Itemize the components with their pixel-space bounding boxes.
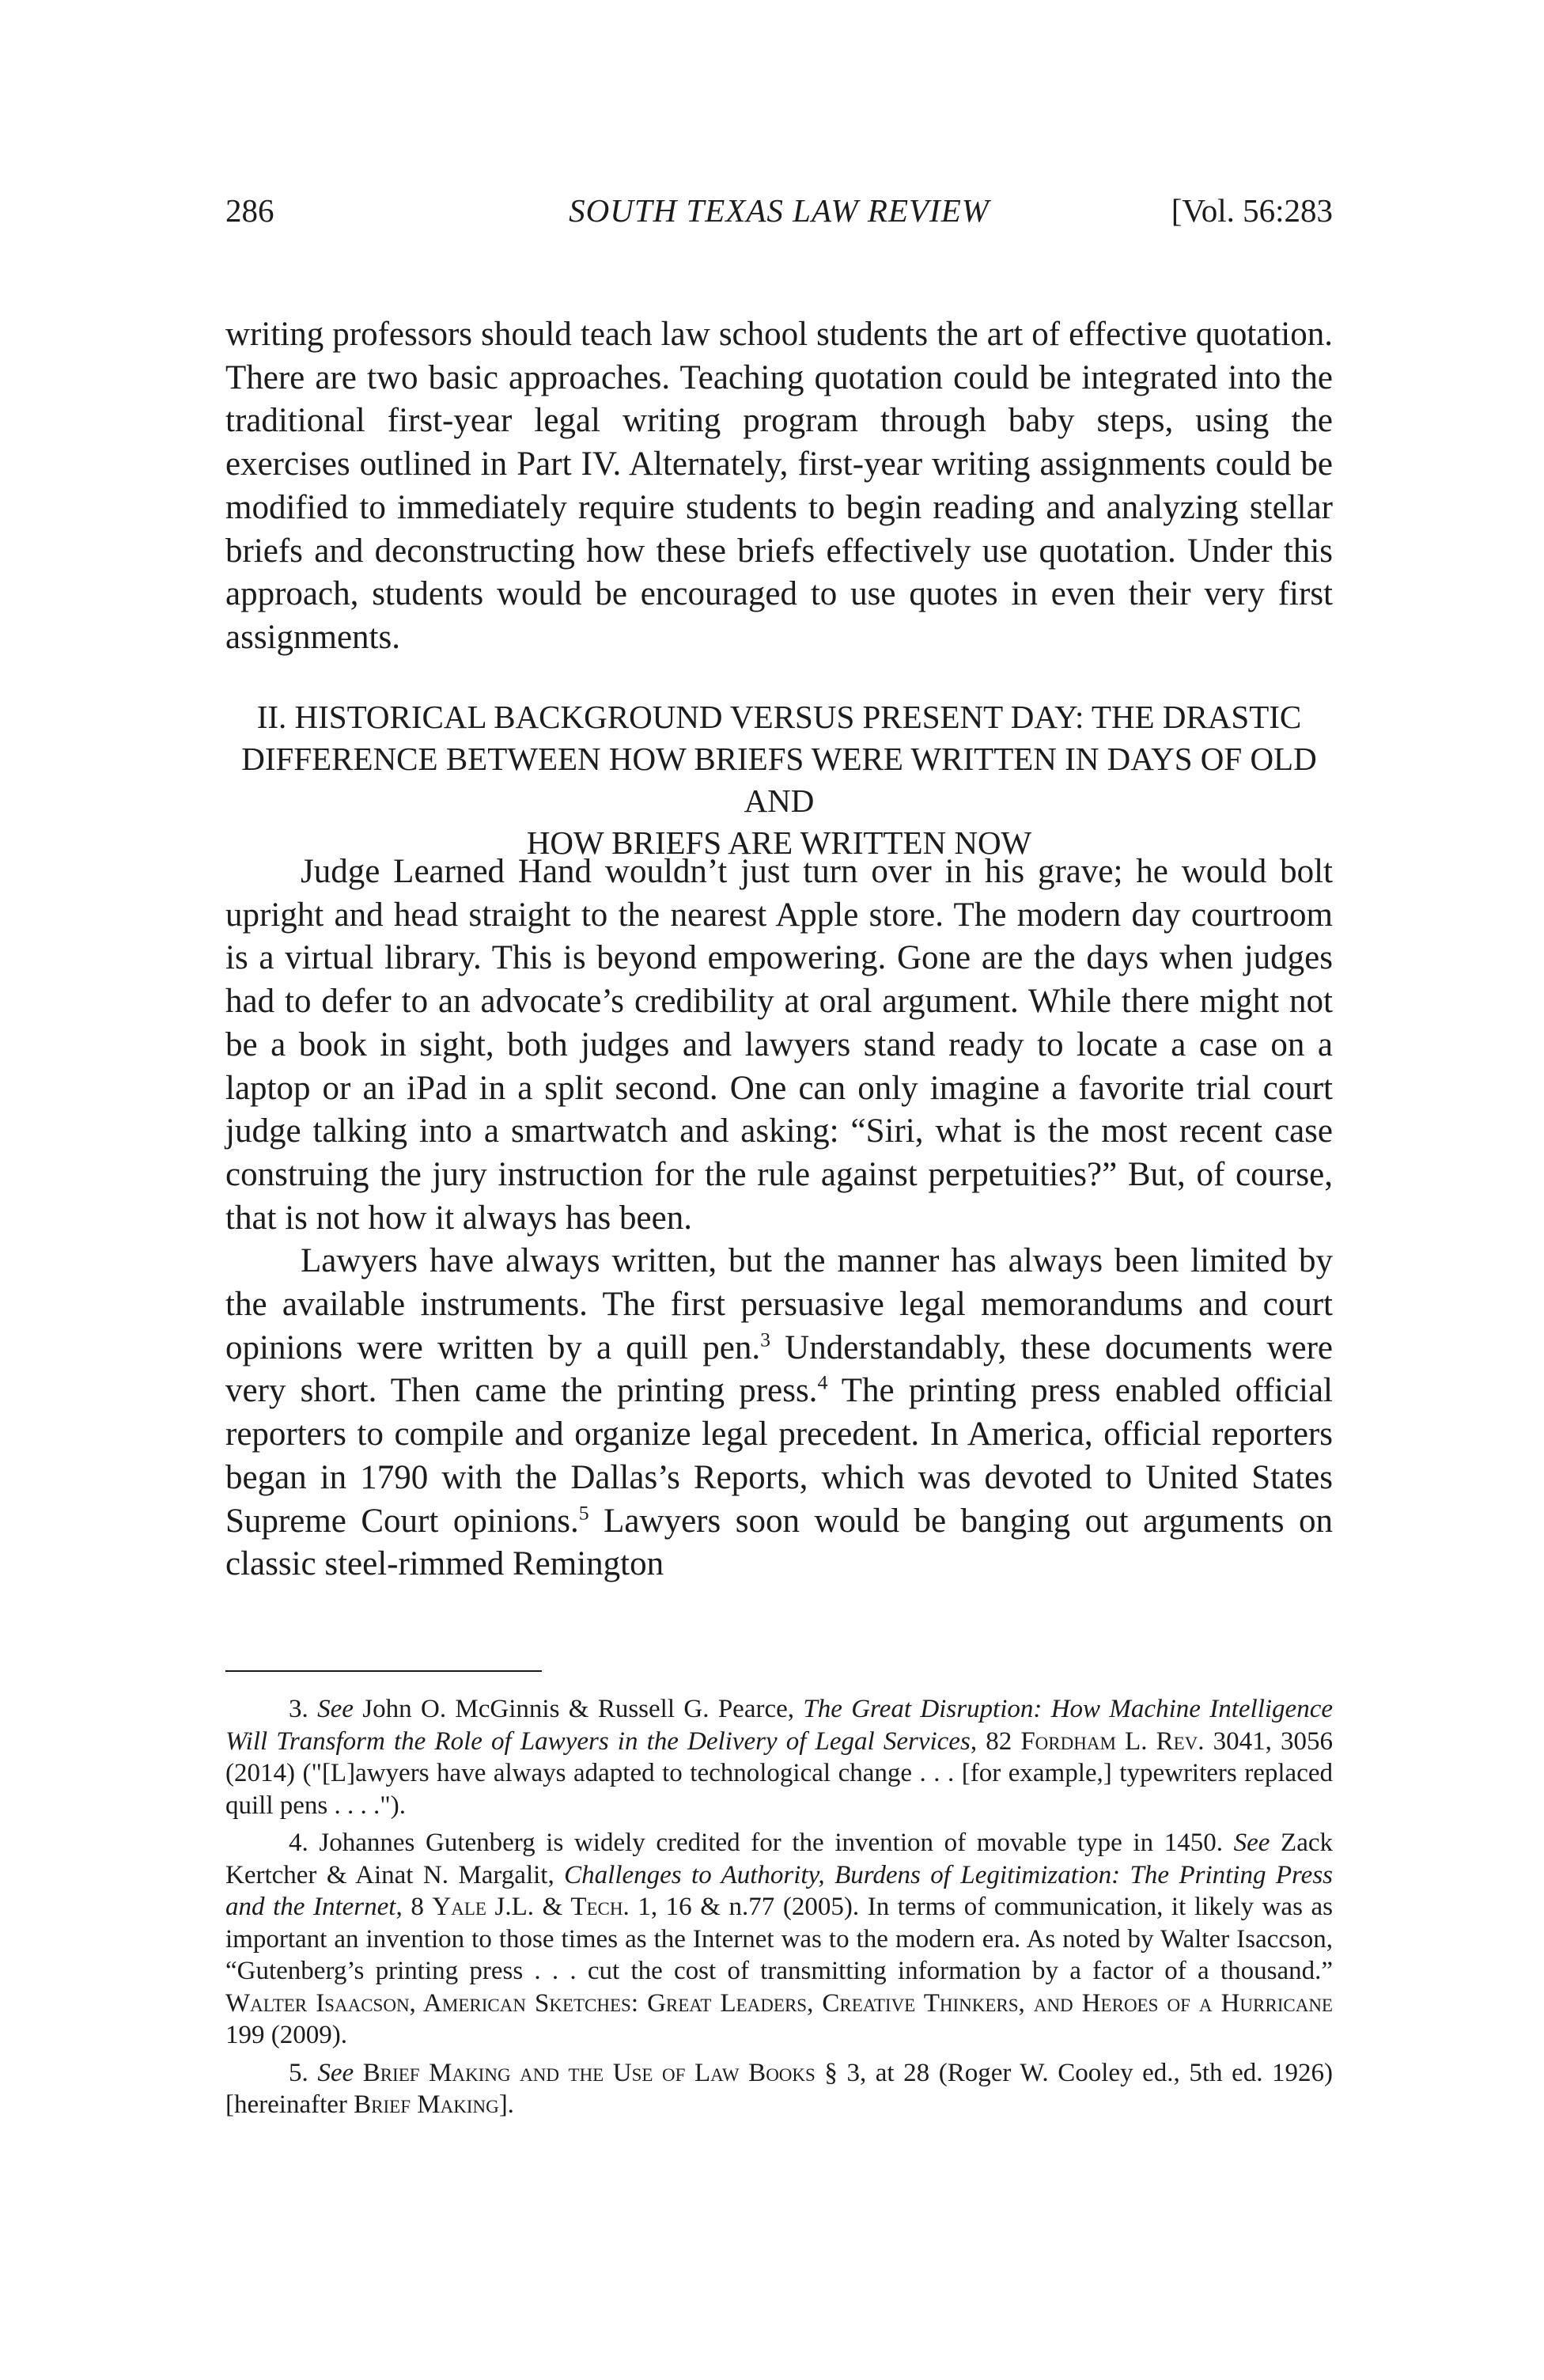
body-paragraph-2 xyxy=(225,1240,1333,1586)
section-heading xyxy=(225,696,1333,864)
page-number: 286 xyxy=(225,192,274,229)
volume-citation: [Vol. 56:283 xyxy=(1171,192,1333,229)
intro-paragraph: writing professors should teach law school students the art of effective quotation. There are two basic approaches. Teaching quotation could be integrated into the traditional first-year legal writing program through baby steps, using the exercises outlined in Part IV. Alternately, first-year writing assignments could be modified to immediately require students to begin reading and analyzing stellar briefs and deconstructing how these briefs effectively use quotation. Under this approach, students would be encouraged to use quotes in even their very first assignments. xyxy=(225,316,1333,656)
footnote-4-journal: Yale J.L. & Tech. xyxy=(432,1893,630,1921)
paragraph-2-text-1: Lawyers have always written, but the manner has always been limited by the available instruments. The first persuasive legal memorandums and court opinions were written by a quill pen. xyxy=(225,1242,1333,1366)
footnote-5-number: 5. xyxy=(289,2058,308,2087)
footnote-divider xyxy=(225,1670,542,1672)
main-text xyxy=(225,851,1333,1586)
running-header xyxy=(225,191,1333,239)
footnote-5-text-2: ]. xyxy=(498,2090,514,2119)
footnote-4-authors: Zack Kertcher & Ainat N. Margalit, xyxy=(225,1829,1334,1889)
footnote-3-rest: 3041, 3056 (2014) ("[L]awyers have always adapted to technological change . . . [for example,] typewriters replaced quill pens . . . ."). xyxy=(225,1726,1334,1820)
footnote-4-book: Walter Isaacson, American Sketches: Great Leaders, Creative Thinkers, and Heroes of a Hurricane xyxy=(225,1988,1333,2018)
footnote-5-signal: See xyxy=(317,2058,354,2087)
paragraph-2-text-3: The printing press enabled official reporters to compile and organize legal precedent. In America, official reporters began in 1790 with the Dallas’s Reports, which was devoted to United States Supreme Court opinions. xyxy=(225,1372,1334,1540)
paragraph-2-text-4: Lawyers soon would be banging out arguments on classic steel-rimmed Remington xyxy=(225,1502,1333,1583)
footnote-4-signal: See xyxy=(1233,1829,1270,1857)
footnote-3-volume: , 82 xyxy=(970,1726,1021,1756)
footnote-3-signal: See xyxy=(317,1695,354,1723)
section-heading-line-3: HOW BRIEFS ARE WRITTEN NOW xyxy=(526,824,1032,861)
footnote-4-volume: , 8 xyxy=(395,1893,433,1921)
paragraph-2-text-2: Understandably, these documents were very short. Then came the printing press. xyxy=(225,1328,1333,1410)
footnote-4-text-3: 199 (2009). xyxy=(225,2021,347,2049)
footnote-ref-4[interactable]: 4 xyxy=(817,1371,828,1395)
footnote-5-text-1: § 3, at 28 (Roger W. Cooley ed., 5th ed. 1926) [hereinafter xyxy=(225,2058,1334,2119)
footnote-4-title: Challenges to Authority, Burdens of Legitimization: The Printing Press and the Internet xyxy=(225,1860,1333,1921)
footnote-5-short-title: Brief Making xyxy=(354,2090,499,2119)
footnote-5 xyxy=(225,2057,1333,2121)
footnote-3-title: The Great Disruption: How Machine Intelligence Will Transform the Role of Lawyers in the Delivery of Legal Services xyxy=(225,1695,1333,1756)
footnote-5-book: Brief Making and the Use of Law Books xyxy=(362,2058,816,2087)
section-heading-line-2: DIFFERENCE BETWEEN HOW BRIEFS WERE WRITTEN IN DAYS OF OLD AND xyxy=(241,741,1317,819)
footnote-4-text-2: 1, 16 & n.77 (2005). In terms of communication, it likely was as important an invention to those times as the Internet was to the modern era. As noted by Walter Isaccson, “Gutenberg’s printing press . . . cut the cost of transmitting information by a factor of a thousand.” xyxy=(225,1893,1333,1985)
footnote-ref-3[interactable]: 3 xyxy=(760,1328,770,1351)
body-paragraph-1: Judge Learned Hand wouldn’t just turn over in his grave; he would bolt upright and head straight to the nearest Apple store. The modern day courtroom is a virtual library. This is beyond empowering. Gone are the days when judges had to defer to an advocate’s credibility at oral argument. While there might not be a book in sight, both judges and lawyers stand ready to locate a case on a laptop or an iPad in a split second. One can only imagine a favorite trial court judge talking into a smartwatch and asking: “Siri, what is the most recent case construing the jury instruction for the rule against perpetuities?” But, of course, that is not how it always has been. xyxy=(225,853,1333,1237)
footnote-4-number: 4. xyxy=(289,1829,308,1857)
footnote-4 xyxy=(225,1827,1333,2052)
journal-title: SOUTH TEXAS LAW REVIEW xyxy=(569,192,990,229)
footnote-3 xyxy=(225,1693,1333,1821)
footnote-ref-5[interactable]: 5 xyxy=(578,1501,589,1525)
section-heading-line-1: II. HISTORICAL BACKGROUND VERSUS PRESENT DAY: THE DRASTIC xyxy=(256,699,1302,735)
intro-block xyxy=(225,313,1333,660)
footnote-4-text-1: Johannes Gutenberg is widely credited for the invention of movable type in 1450. xyxy=(308,1829,1234,1857)
footnote-3-number: 3. xyxy=(289,1695,308,1723)
footnotes xyxy=(225,1693,1333,2127)
footnote-3-journal: Fordham L. Rev. xyxy=(1020,1726,1205,1756)
footnote-3-authors: John O. McGinnis & Russell G. Pearce, xyxy=(353,1695,804,1723)
